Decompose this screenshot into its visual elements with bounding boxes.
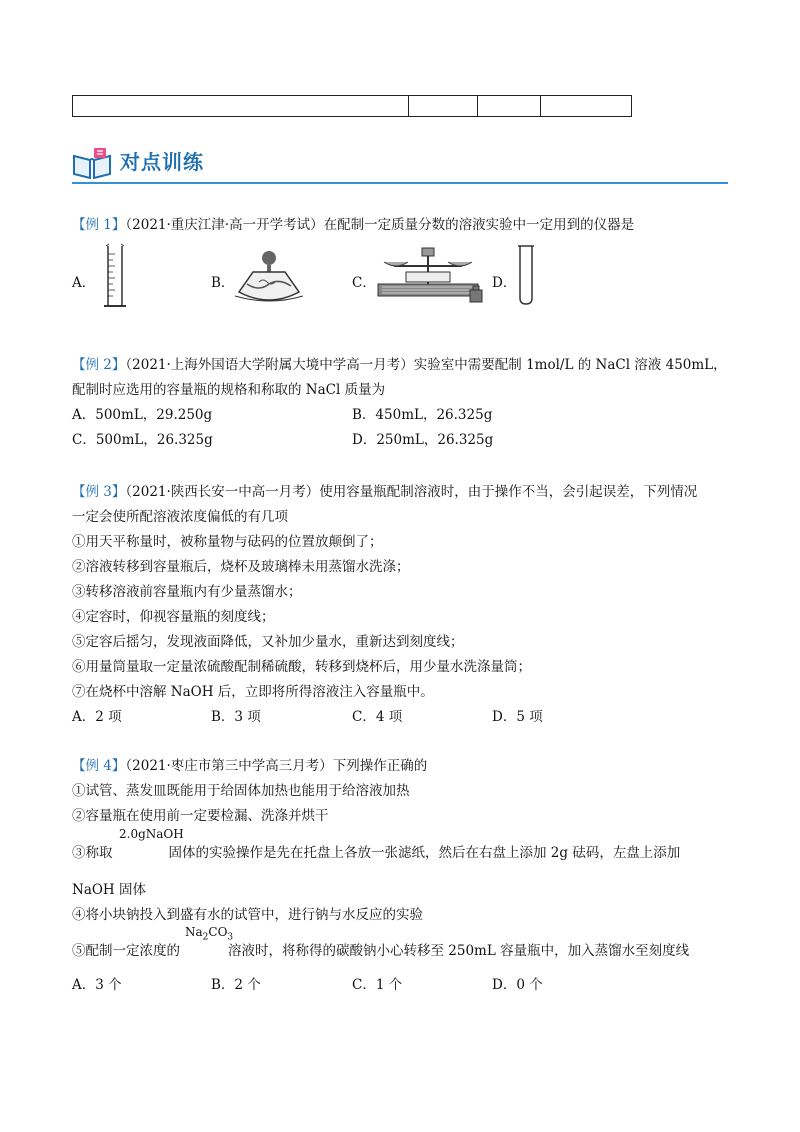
example-3-item: ④定容时，仰视容量瓶的刻度线； (72, 609, 275, 625)
example-2-option-d: D．250mL，26.325g (352, 432, 494, 448)
example-3-item: ⑥用量筒量取一定量浓硫酸配制稀硫酸，转移到烧杯后，用少量水洗涤量筒； (72, 659, 531, 675)
example-3-item: ①用天平称量时，被称量物与砝码的位置放颠倒了； (72, 534, 383, 550)
example-4-item-5-prefix: ⑤配制一定浓度的 (72, 943, 180, 959)
example-1-text: （2021·重庆江津·高一开学考试）在配制一定质量分数的溶液实验中一定用到的仪器是 (125, 217, 635, 233)
table-cell (541, 96, 632, 117)
example-3-item: ②溶液转移到容量瓶后，烧杯及玻璃棒未用蒸馏水洗涤； (72, 559, 410, 575)
graduated-cylinder-image (100, 242, 130, 310)
table-cell (73, 96, 409, 117)
example-2-option-a: A．500mL，29.250g (72, 407, 213, 423)
example-3-tag: 【例 3】 (72, 484, 126, 500)
example-3-option-b: B．3 项 (211, 709, 261, 725)
test-tube-image (516, 244, 536, 306)
table-cell (478, 96, 541, 117)
example-4-text: （2021·枣庄市第三中学高三月考）下列操作正确的 (125, 758, 428, 774)
example-4-option-c: C．1 个 (352, 977, 403, 993)
example-3-item: ⑤定容后摇匀，发现液面降低，又补加少量水，重新达到刻度线； (72, 634, 464, 650)
example-4-option-d: D．0 个 (492, 977, 543, 993)
top-table-fragment (72, 95, 632, 117)
example-4-tag: 【例 4】 (72, 758, 126, 774)
example-3-item: ③转移溶液前容量瓶内有少量蒸馏水； (72, 584, 302, 600)
example-3-option-d: D．5 项 (492, 709, 543, 725)
example-3-option-a: A．2 项 (72, 709, 122, 725)
example-4-option-b: B．2 个 (211, 977, 261, 993)
example-3-item: ⑦在烧杯中溶解 NaOH 后，立即将所得溶液注入容量瓶中。 (72, 684, 434, 700)
example-4-item-3-text: 固体的实验操作是先在托盘上各放一张滤纸，然后在右盘上添加 2g 砝码，左盘上添加 (168, 845, 681, 861)
example-4-item-5 (72, 939, 689, 959)
apparatus-b-image (233, 248, 305, 306)
example-1-question (72, 213, 634, 233)
example-4-item-1: ①试管、蒸发皿既能用于给固体加热也能用于给溶液加热 (72, 783, 410, 799)
sodium-carbonate-formula: $Na_2CO_3$ (185, 925, 234, 943)
example-2-tag: 【例 2】 (72, 357, 126, 373)
example-3-text-2: 一定会使所配溶液浓度偏低的有几项 (72, 509, 288, 525)
example-3-option-c: C．4 项 (352, 709, 403, 725)
example-1-option-a: A． (72, 275, 96, 291)
example-2-option-b: B．450mL，26.325g (352, 407, 493, 423)
example-1-option-d: D． (492, 275, 517, 291)
balance-scale-image (376, 244, 488, 306)
section-title: 对点训练 (120, 150, 204, 174)
example-1-option-c: C． (352, 275, 376, 291)
section-divider (72, 182, 728, 184)
example-4-item-5-text: 溶液时，将称得的碳酸钠小心转移至 250mL 容量瓶中，加入蒸馏水至刻度线 (228, 943, 690, 959)
example-4-item-2: ②容量瓶在使用前一定要检漏、洗涤并烘干 (72, 808, 329, 824)
example-4-item-3 (72, 841, 680, 861)
example-2-text-2: 配制时应选用的容量瓶的规格和称取的 NaCl 质量为 (72, 382, 386, 398)
example-4-item-4: ④将小块钠投入到盛有水的试管中，进行钠与水反应的实验 (72, 907, 423, 923)
example-4-item-3-prefix: ③称取 (72, 845, 113, 861)
example-4-item-3-continued: NaOH 固体 (72, 882, 146, 898)
table-cell (409, 96, 478, 117)
example-2-option-c: C．500mL，26.325g (72, 432, 213, 448)
naoh-mass-formula: 2.0gNaOH (119, 827, 184, 841)
example-4-option-a: A．3 个 (72, 977, 122, 993)
book-icon (72, 146, 112, 180)
example-3-question-line-1 (72, 480, 697, 500)
example-4-question (72, 754, 427, 774)
example-2-question-line-1 (72, 353, 727, 373)
example-3-text-1: （2021·陕西长安一中高一月考）使用容量瓶配制溶液时，由于操作不当，会引起误差，下列情况 (125, 484, 698, 500)
example-2-text-1: （2021·上海外国语大学附属大境中学高一月考）实验室中需要配制 1mol/L 的 NaCl 溶液 450mL， (125, 357, 727, 373)
example-1-option-b: B． (211, 275, 235, 291)
example-1-tag: 【例 1】 (72, 217, 126, 233)
